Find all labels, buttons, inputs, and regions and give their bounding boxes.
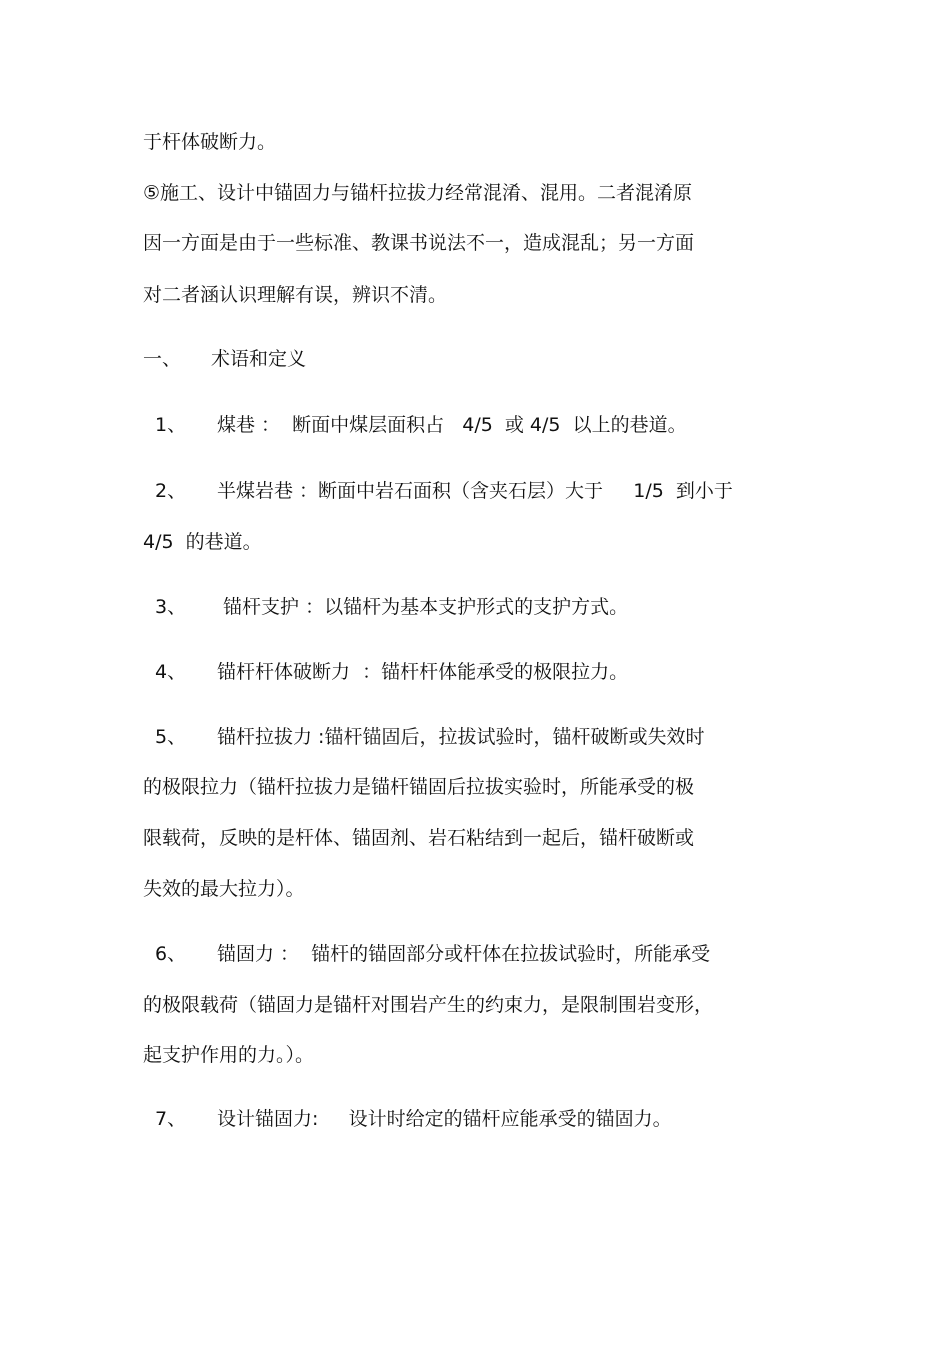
term-4-text: 锚杆杆体破断力 ：锚杆杆体能承受的极限拉力。	[217, 661, 629, 683]
intro-line-3: 因一方面是由于一些标准、教课书说法不一，造成混乱；另一方面	[143, 232, 695, 254]
term-3-text: 锚杆支护 ：以锚杆为基本支护形式的支护方式。	[217, 596, 629, 618]
term-5-continuation-3: 失效的最大拉力）。	[143, 878, 305, 900]
term-7-text: 设计锚固力: 设计时给定的锚杆应能承受的锚固力。	[217, 1108, 672, 1130]
term-6-text: 锚固力 ： 锚杆的锚固部分或杆体在拉拔试验时，所能承受	[217, 943, 711, 965]
term-6-continuation-1: 的极限载荷（锚固力是锚杆对围岩产生的约束力，是限制围岩变形，	[143, 994, 714, 1016]
term-1-number: 1、	[155, 414, 187, 436]
term-6-number: 6、	[155, 943, 187, 965]
term-2-continuation: 4/5 的巷道。	[143, 531, 262, 553]
section-number: 一、	[143, 348, 182, 370]
section-title: 术语和定义	[211, 348, 307, 370]
term-2-number: 2、	[155, 480, 187, 502]
term-1-text: 煤巷 ： 断面中煤层面积占 4/5 或 4/5 以上的巷道。	[217, 414, 687, 436]
term-5-continuation-2: 限载荷，反映的是杆体、锚固剂、岩石粘结到一起后，锚杆破断或	[143, 827, 695, 849]
term-5-text: 锚杆拉拔力 :锚杆锚固后，拉拔试验时，锚杆破断或失效时	[217, 726, 705, 748]
term-6-continuation-2: 起支护作用的力。）。	[143, 1044, 315, 1066]
intro-line-1: 于杆体破断力。	[143, 131, 277, 153]
term-5-number: 5、	[155, 726, 187, 748]
term-5-continuation-1: 的极限拉力（锚杆拉拔力是锚杆锚固后拉拔实验时，所能承受的极	[143, 776, 695, 798]
term-7-number: 7、	[155, 1108, 187, 1130]
term-3-number: 3、	[155, 596, 187, 618]
intro-line-4: 对二者涵认识理解有误，辨识不清。	[143, 284, 448, 306]
term-4-number: 4、	[155, 661, 187, 683]
intro-line-2: ⑤施工、设计中锚固力与锚杆拉拔力经常混淆、混用。二者混淆原	[143, 182, 693, 204]
term-2-text: 半煤岩巷 ：断面中岩石面积（含夹石层）大于 1/5 到小于	[217, 480, 733, 502]
